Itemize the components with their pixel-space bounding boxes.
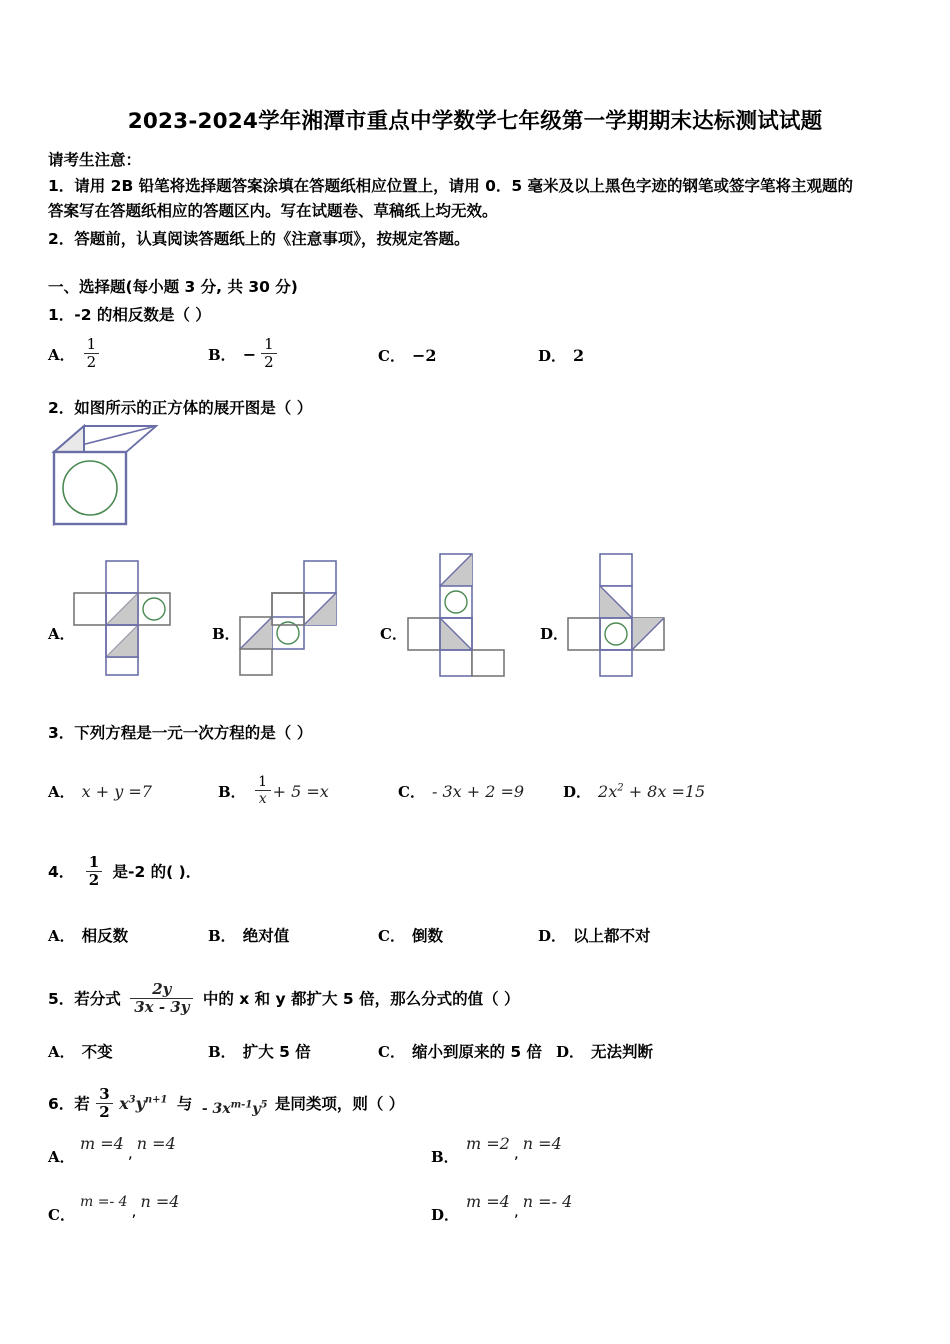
option-value: 2 <box>573 346 585 365</box>
option-5-d[interactable] <box>556 1040 653 1062</box>
question-3-options <box>48 775 908 809</box>
option-letter: D． <box>556 1042 585 1061</box>
question-2-text: 如图所示的正方体的展开图是（ ） <box>74 399 313 417</box>
option-5-b[interactable] <box>208 1040 311 1062</box>
cube-figure <box>46 420 164 532</box>
option-6-a[interactable] <box>48 1146 82 1167</box>
m-value: m =- 4 <box>80 1193 128 1210</box>
option-letter: B． <box>208 926 236 945</box>
option-6-c[interactable] <box>48 1204 82 1225</box>
option-letter: C． <box>378 347 405 365</box>
option-2-c-net[interactable] <box>406 552 524 678</box>
option-6-d[interactable] <box>431 1204 466 1225</box>
minus-sign: − <box>242 345 257 364</box>
plus-net-d-icon <box>566 552 684 678</box>
option-4-d[interactable] <box>538 924 651 946</box>
comma: , <box>513 1143 519 1162</box>
option-letter: D． <box>538 347 567 365</box>
question-3-number: 3． <box>48 724 75 742</box>
question-4-text: 是-2 的( )． <box>112 863 202 881</box>
option-letter: B． <box>208 1042 236 1061</box>
option-2-a-net[interactable] <box>72 559 182 677</box>
option-letter: A． <box>48 625 75 643</box>
option-letter: C． <box>380 625 407 643</box>
column-net-c-icon <box>406 552 524 678</box>
question-6-text-end: 是同类项，则（ ） <box>274 1095 405 1113</box>
fraction-one-half: $\frac{1}{2}$ <box>86 854 102 889</box>
fraction-three-halves: $\frac{3}{2}$ <box>96 1086 112 1121</box>
n-value: n =4 <box>522 1134 562 1153</box>
cross-net-a-icon <box>72 559 182 677</box>
option-6-a-value[interactable] <box>80 1134 176 1162</box>
question-5-number: 5． <box>48 990 75 1008</box>
question-6-text-ruo: 若 <box>74 1095 90 1113</box>
question-5-stem <box>48 982 520 1017</box>
comma: , <box>513 1201 519 1220</box>
fraction-one-half: $\frac{1}{2}$ <box>261 336 277 371</box>
equation-minus-3x-plus-2-9: - 3x + 2 =9 <box>431 782 525 801</box>
m-value: m =4 <box>80 1134 124 1153</box>
question-3-text: 下列方程是一元一次方程的是（ ） <box>74 724 313 742</box>
option-letter: B． <box>212 625 240 643</box>
m-value: m =2 <box>466 1134 510 1153</box>
option-1-b[interactable] <box>208 337 279 372</box>
equation-tail: + 5 =x <box>272 782 329 801</box>
option-value: 缩小到原来的 5 倍 <box>411 1043 543 1061</box>
option-letter: C． <box>398 783 425 801</box>
n-value: n =4 <box>140 1192 180 1211</box>
question-5-text-before: 若分式 <box>74 990 121 1008</box>
page-title: 2023-2024学年湘潭市重点中学数学七年级第一学期期末达标测试试题 <box>127 109 823 134</box>
option-letter: D． <box>431 1206 460 1224</box>
section-heading-choice: 一、选择题(每小题 3 分, 共 30 分) <box>48 278 298 296</box>
option-6-c-value[interactable] <box>80 1192 180 1220</box>
question-1-options <box>48 337 908 371</box>
option-6-b-value[interactable] <box>466 1134 562 1162</box>
term-minus-3x-m1-y5: - $3x^{m-1}y^5$ <box>201 1099 268 1117</box>
option-4-c[interactable] <box>378 924 443 946</box>
option-5-a[interactable] <box>48 1040 113 1062</box>
question-1-stem <box>48 303 211 325</box>
option-letter: A． <box>48 926 75 945</box>
option-value: 扩大 5 倍 <box>242 1043 311 1061</box>
option-value: 相反数 <box>81 927 129 945</box>
option-letter: D． <box>540 625 569 643</box>
notice-line-1: 1．请用 2B 铅笔将选择题答案涂填在答题纸相应位置上，请用 0．5 毫米及以上黑色字迹的钢笔或签字笔将主观题的 <box>48 177 854 195</box>
comma: , <box>131 1201 137 1220</box>
m-value: m =4 <box>466 1192 510 1211</box>
option-letter: B． <box>218 783 246 801</box>
option-letter: A． <box>48 1148 75 1166</box>
option-value: 不变 <box>81 1043 113 1061</box>
term-x3-yn1: $x^3y^{n+1}$ <box>119 1094 168 1113</box>
question-2-number: 2． <box>48 399 75 417</box>
question-5-options <box>48 1036 908 1070</box>
option-3-b[interactable] <box>218 775 329 808</box>
option-letter: A． <box>48 346 75 364</box>
notice-line-2: 答案写在答题纸相应的答题区内。写在试题卷、草稿纸上均无效。 <box>48 202 498 220</box>
option-6-b[interactable] <box>431 1146 466 1167</box>
fraction-one-half: $\frac{1}{2}$ <box>84 336 100 371</box>
question-6-options-row2 <box>48 1188 908 1238</box>
question-6-number: 6． <box>48 1095 75 1113</box>
option-letter: C． <box>378 1042 405 1061</box>
comma: , <box>127 1143 133 1162</box>
option-4-a[interactable] <box>48 924 128 946</box>
option-4-b[interactable] <box>208 924 289 946</box>
question-4-options <box>48 920 908 954</box>
question-6-text-yu: 与 <box>176 1095 193 1113</box>
option-letter: C． <box>378 926 405 945</box>
n-value: n =- 4 <box>522 1192 573 1211</box>
notice-line-3: 2．答题前，认真阅读答题纸上的《注意事项》，按规定答题。 <box>48 230 470 248</box>
fraction-one-over-x: $\frac{1}{x}$ <box>255 774 271 807</box>
option-value: 绝对值 <box>242 927 290 945</box>
equation-2x2-plus-8x-15: $2x^2 + 8x =15$ <box>598 782 706 801</box>
option-5-c[interactable] <box>378 1040 542 1062</box>
option-letter: C． <box>48 1206 75 1224</box>
option-1-d[interactable] <box>538 345 584 366</box>
option-letter: B． <box>431 1148 459 1166</box>
question-4-number: 4． <box>48 863 75 881</box>
cube-with-circle-and-diagonal-icon <box>46 420 164 532</box>
question-6-options-row1 <box>48 1130 908 1180</box>
question-1-number: 1． <box>48 306 75 324</box>
notice-heading: 请考生注意： <box>48 151 142 169</box>
option-letter: D． <box>538 926 567 945</box>
option-3-d[interactable] <box>563 781 705 802</box>
option-value: 无法判断 <box>591 1043 654 1061</box>
option-1-c[interactable] <box>378 345 437 366</box>
option-value: 以上都不对 <box>573 927 651 945</box>
n-value: n =4 <box>136 1134 176 1153</box>
option-1-a[interactable] <box>48 337 101 372</box>
equation-x-plus-y-7: x + y =7 <box>81 782 152 801</box>
question-2-stem <box>48 396 312 418</box>
option-6-d-value[interactable] <box>466 1192 573 1220</box>
question-6-stem <box>48 1087 404 1122</box>
option-letter: B． <box>208 346 236 364</box>
question-4-stem <box>48 855 201 890</box>
option-2-b-net[interactable] <box>238 559 356 677</box>
option-value: 倒数 <box>411 927 443 945</box>
option-letter: A． <box>48 1042 75 1061</box>
option-letter: A． <box>48 783 75 801</box>
option-value: −2 <box>411 346 437 365</box>
option-3-a[interactable] <box>48 781 152 802</box>
question-5-text-after: 中的 x 和 y 都扩大 5 倍，那么分式的值（ ） <box>202 990 520 1008</box>
question-1-text: -2 的相反数是（ ） <box>74 306 211 324</box>
option-letter: D． <box>563 783 592 801</box>
fraction-2y-over-3x-minus-3y: $\frac{2y}{3x - 3y}$ <box>130 981 193 1016</box>
option-2-d-net[interactable] <box>566 552 684 678</box>
option-3-c[interactable] <box>398 781 524 802</box>
zigzag-net-b-icon <box>238 559 356 677</box>
question-3-stem <box>48 721 312 743</box>
